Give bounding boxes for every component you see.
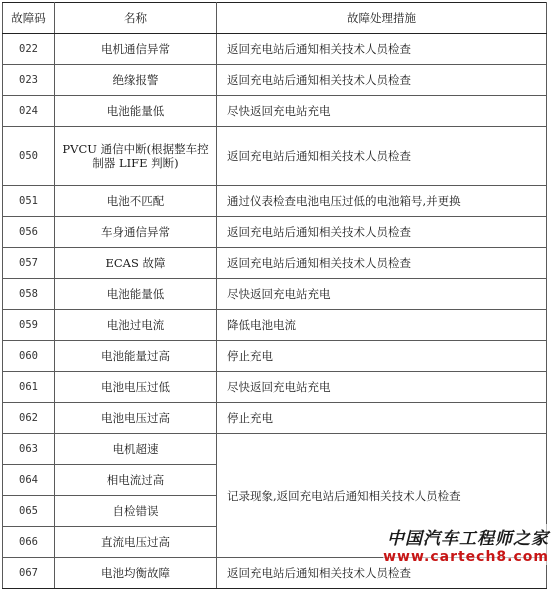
fault-name-cell: 电池能量低 [55,279,217,310]
fault-measure-cell-merged: 记录现象,返回充电站后通知相关技术人员检查 [217,434,547,558]
fault-code-cell: 062 [3,403,55,434]
table-row [3,96,547,127]
fault-code-cell: 056 [3,217,55,248]
header-measure: 故障处理措施 [217,3,547,34]
fault-name-cell: 电池能量过高 [55,341,217,372]
fault-code-cell: 060 [3,341,55,372]
table-row [3,186,547,217]
fault-measure-cell: 返回充电站后通知相关技术人员检查 [217,34,547,65]
table-row [3,65,547,96]
fault-name-cell: 电池不匹配 [55,186,217,217]
fault-code-cell: 058 [3,279,55,310]
fault-measure-cell: 返回充电站后通知相关技术人员检查 [217,217,547,248]
fault-measure-cell: 尽快返回充电站充电 [217,279,547,310]
fault-measure-cell: 返回充电站后通知相关技术人员检查 [217,65,547,96]
fault-code-cell: 064 [3,465,55,496]
fault-measure-cell: 返回充电站后通知相关技术人员检查 [217,248,547,279]
site-watermark [383,524,549,565]
fault-measure-cell: 通过仪表检查电池电压过低的电池箱号,并更换 [217,186,547,217]
header-name: 名称 [55,3,217,34]
fault-name-cell: 电机超速 [55,434,217,465]
fault-name-cell: 电机通信异常 [55,34,217,65]
table-row [3,217,547,248]
fault-name-cell: 直流电压过高 [55,527,217,558]
watermark-url: www.cartech8.com [383,549,549,565]
table-row [3,341,547,372]
fault-code-cell: 051 [3,186,55,217]
fault-code-cell: 050 [3,127,55,186]
fault-name-cell: 电池过电流 [55,310,217,341]
fault-code-cell: 023 [3,65,55,96]
fault-measure-cell: 返回充电站后通知相关技术人员检查 [217,558,547,589]
fault-code-cell: 061 [3,372,55,403]
fault-code-cell: 024 [3,96,55,127]
fault-code-cell: 022 [3,34,55,65]
fault-code-cell: 057 [3,248,55,279]
table-row [3,372,547,403]
watermark-site-name: 中国汽车工程师之家 [383,524,549,549]
fault-measure-cell: 降低电池电流 [217,310,547,341]
table-header-row [3,3,547,34]
fault-code-cell: 067 [3,558,55,589]
fault-name-cell: 绝缘报警 [55,65,217,96]
table-row [3,248,547,279]
fault-name-cell: 电池电压过高 [55,403,217,434]
fault-measure-cell: 返回充电站后通知相关技术人员检查 [217,127,547,186]
table-row [3,34,547,65]
fault-measure-cell: 尽快返回充电站充电 [217,96,547,127]
fault-name-cell: 电池均衡故障 [55,558,217,589]
fault-code-cell: 059 [3,310,55,341]
fault-name-cell: ECAS 故障 [55,248,217,279]
table-row [3,279,547,310]
table-row [3,127,547,186]
table-row [3,403,547,434]
table-row [3,310,547,341]
fault-name-cell: 电池电压过低 [55,372,217,403]
fault-name-cell: PVCU 通信中断(根据整车控制器 LIFE 判断) [55,127,217,186]
table-row [3,434,547,465]
fault-name-cell: 电池能量低 [55,96,217,127]
fault-code-cell: 065 [3,496,55,527]
fault-measure-cell: 停止充电 [217,403,547,434]
fault-measure-cell: 尽快返回充电站充电 [217,372,547,403]
header-fault-code: 故障码 [3,3,55,34]
fault-code-cell: 066 [3,527,55,558]
fault-code-cell: 063 [3,434,55,465]
fault-name-cell: 自检错误 [55,496,217,527]
fault-code-table [2,2,547,589]
fault-name-cell: 相电流过高 [55,465,217,496]
fault-measure-cell: 停止充电 [217,341,547,372]
fault-name-cell: 车身通信异常 [55,217,217,248]
